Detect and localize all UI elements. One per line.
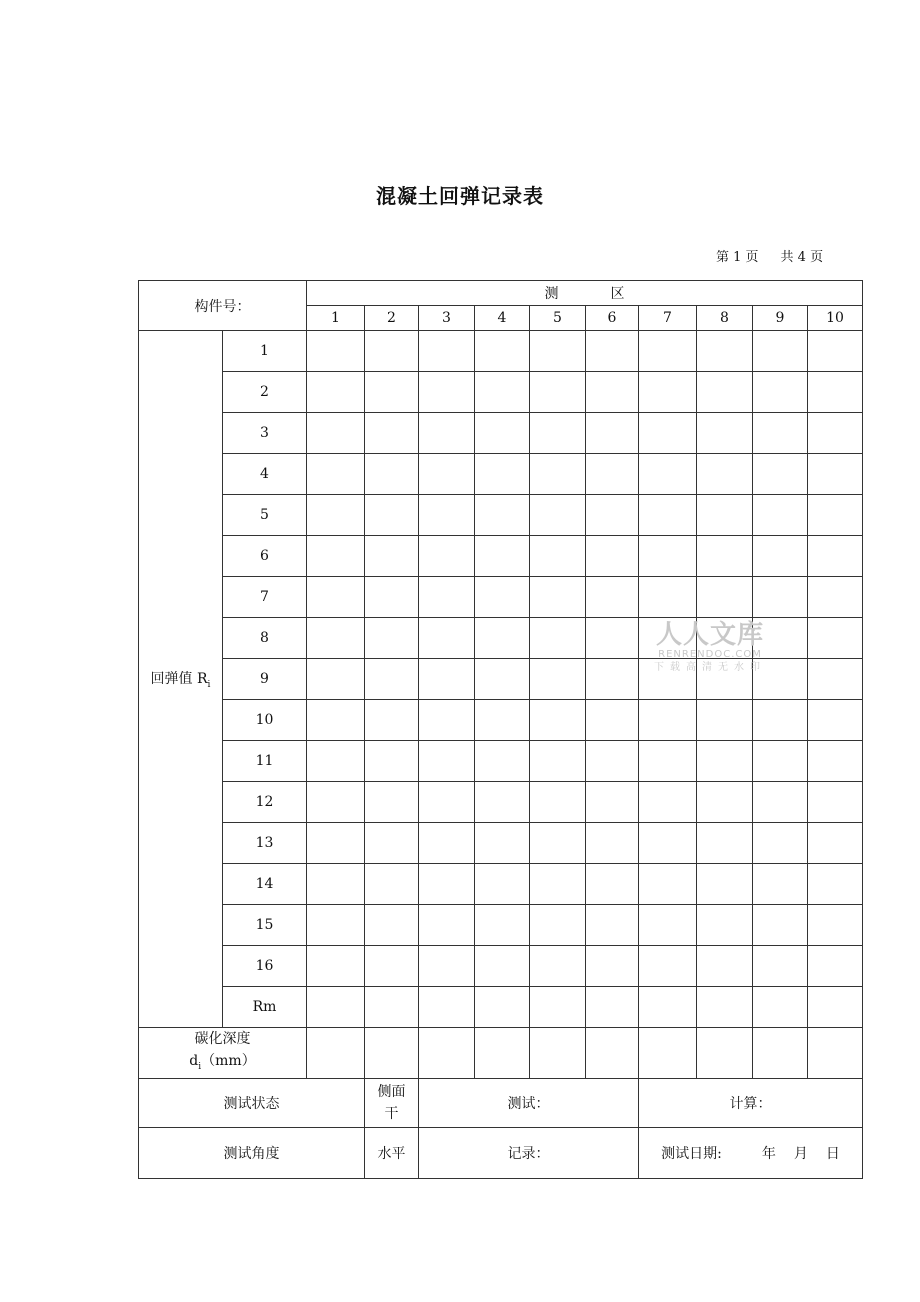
zone-column-header: 10	[808, 306, 863, 331]
zone-column-header: 7	[639, 306, 697, 331]
data-cell[interactable]	[697, 454, 753, 495]
data-cell[interactable]	[639, 454, 697, 495]
data-cell[interactable]	[586, 372, 639, 413]
rebound-label-text: 回弹值 R	[150, 671, 208, 688]
data-cell[interactable]	[475, 536, 530, 577]
data-cell[interactable]	[365, 372, 419, 413]
data-cell[interactable]	[419, 1028, 475, 1079]
data-cell[interactable]	[365, 700, 419, 741]
data-cell[interactable]	[365, 987, 419, 1028]
data-cell[interactable]	[530, 741, 586, 782]
data-cell[interactable]	[697, 905, 753, 946]
data-cell[interactable]	[697, 413, 753, 454]
data-cell[interactable]	[586, 659, 639, 700]
data-cell[interactable]	[365, 864, 419, 905]
data-cell[interactable]	[307, 741, 365, 782]
data-cell[interactable]	[697, 823, 753, 864]
data-cell[interactable]	[808, 1028, 863, 1079]
table-row	[139, 823, 863, 864]
data-cell[interactable]	[639, 372, 697, 413]
data-cell[interactable]	[365, 823, 419, 864]
data-cell[interactable]	[697, 987, 753, 1028]
data-cell[interactable]	[639, 905, 697, 946]
data-cell[interactable]	[586, 495, 639, 536]
data-cell[interactable]	[307, 1028, 365, 1079]
data-cell[interactable]	[530, 454, 586, 495]
data-cell[interactable]	[808, 413, 863, 454]
reading-index: 2	[223, 372, 307, 413]
data-cell[interactable]	[586, 618, 639, 659]
data-cell[interactable]	[586, 905, 639, 946]
table-row	[139, 864, 863, 905]
data-cell[interactable]	[419, 577, 475, 618]
data-cell[interactable]	[808, 372, 863, 413]
date-month: 月	[793, 1145, 808, 1162]
data-cell[interactable]	[697, 864, 753, 905]
reading-index: 10	[223, 700, 307, 741]
data-cell[interactable]	[419, 536, 475, 577]
data-cell[interactable]	[307, 536, 365, 577]
zone-column-header: 9	[753, 306, 808, 331]
data-cell[interactable]	[475, 946, 530, 987]
data-cell[interactable]	[586, 782, 639, 823]
test-zone-char-1: 测	[544, 286, 559, 302]
data-cell[interactable]	[586, 864, 639, 905]
data-cell[interactable]	[639, 782, 697, 823]
data-cell[interactable]	[419, 331, 475, 372]
data-cell[interactable]	[307, 331, 365, 372]
data-cell[interactable]	[697, 782, 753, 823]
data-cell[interactable]	[530, 1028, 586, 1079]
reading-index: 6	[223, 536, 307, 577]
recorder-field[interactable]: 记录：	[419, 1127, 639, 1178]
data-cell[interactable]	[475, 413, 530, 454]
rebound-value-label	[139, 331, 223, 1028]
zone-column-header: 3	[419, 306, 475, 331]
data-cell[interactable]	[530, 495, 586, 536]
data-cell[interactable]	[475, 741, 530, 782]
data-cell[interactable]	[753, 823, 808, 864]
data-cell[interactable]	[307, 864, 365, 905]
page-total: 共 4 页	[780, 250, 824, 265]
data-cell[interactable]	[808, 618, 863, 659]
data-cell[interactable]	[419, 659, 475, 700]
data-cell[interactable]	[808, 905, 863, 946]
data-cell[interactable]	[419, 741, 475, 782]
data-cell[interactable]	[365, 618, 419, 659]
data-cell[interactable]	[586, 577, 639, 618]
data-cell[interactable]	[419, 987, 475, 1028]
zone-column-header: 5	[530, 306, 586, 331]
data-cell[interactable]	[586, 536, 639, 577]
reading-index: 15	[223, 905, 307, 946]
data-cell[interactable]	[365, 1028, 419, 1079]
data-cell[interactable]	[307, 413, 365, 454]
data-cell[interactable]	[530, 700, 586, 741]
data-cell[interactable]	[307, 823, 365, 864]
test-state-label: 测试状态	[139, 1078, 365, 1127]
data-cell[interactable]	[639, 946, 697, 987]
reading-index: 12	[223, 782, 307, 823]
data-cell[interactable]	[307, 372, 365, 413]
data-cell[interactable]	[808, 782, 863, 823]
reading-index: 1	[223, 331, 307, 372]
carbonation-unit	[139, 1050, 306, 1078]
zone-column-header: 4	[475, 306, 530, 331]
carbonation-depth-label	[139, 1028, 307, 1079]
data-cell[interactable]	[365, 577, 419, 618]
data-cell[interactable]	[475, 823, 530, 864]
table-row	[139, 331, 863, 372]
data-cell[interactable]	[419, 454, 475, 495]
data-cell[interactable]	[307, 454, 365, 495]
table-row	[139, 1028, 863, 1079]
test-date-label: 测试日期:	[661, 1145, 722, 1162]
carbonation-unit-d: d	[189, 1053, 199, 1069]
data-cell[interactable]	[586, 987, 639, 1028]
carbonation-unit-mm: （mm）	[201, 1053, 256, 1069]
page-title: 混凝土回弹记录表	[376, 184, 544, 208]
reading-index: 14	[223, 864, 307, 905]
table-row	[139, 577, 863, 618]
data-cell[interactable]	[365, 536, 419, 577]
data-cell[interactable]	[808, 864, 863, 905]
data-cell[interactable]	[586, 1028, 639, 1079]
data-cell[interactable]	[697, 372, 753, 413]
data-cell[interactable]	[808, 741, 863, 782]
table-row	[139, 782, 863, 823]
table-row	[139, 741, 863, 782]
zone-column-header: 8	[697, 306, 753, 331]
data-cell[interactable]	[419, 946, 475, 987]
data-cell[interactable]	[419, 700, 475, 741]
data-cell[interactable]	[530, 331, 586, 372]
data-cell[interactable]	[475, 700, 530, 741]
reading-index: 5	[223, 495, 307, 536]
data-cell[interactable]	[475, 331, 530, 372]
data-cell[interactable]	[307, 700, 365, 741]
rebound-label-sub: i	[207, 679, 211, 690]
tester-field[interactable]: 测试：	[419, 1078, 639, 1127]
data-cell[interactable]	[419, 823, 475, 864]
test-state-line2: 干	[384, 1105, 399, 1122]
date-year: 年	[761, 1145, 776, 1162]
data-cell[interactable]	[697, 946, 753, 987]
data-cell[interactable]	[475, 987, 530, 1028]
data-cell[interactable]	[753, 700, 808, 741]
data-cell[interactable]	[475, 905, 530, 946]
data-cell[interactable]	[365, 905, 419, 946]
data-cell[interactable]	[753, 454, 808, 495]
table-row	[139, 372, 863, 413]
data-cell[interactable]	[419, 864, 475, 905]
table-row	[139, 946, 863, 987]
data-cell[interactable]	[753, 536, 808, 577]
data-cell[interactable]	[808, 700, 863, 741]
component-number-label: 构件号：	[139, 281, 307, 331]
table-row	[139, 700, 863, 741]
data-cell[interactable]	[419, 413, 475, 454]
data-cell[interactable]	[586, 454, 639, 495]
data-cell[interactable]	[753, 413, 808, 454]
table-row	[139, 454, 863, 495]
table-row	[139, 536, 863, 577]
table-row	[139, 413, 863, 454]
data-cell[interactable]	[307, 987, 365, 1028]
data-cell[interactable]	[586, 741, 639, 782]
watermark-name: 人人文库	[655, 620, 764, 650]
data-cell[interactable]	[639, 577, 697, 618]
data-cell[interactable]	[753, 905, 808, 946]
data-cell[interactable]	[307, 946, 365, 987]
test-zone-char-2: 区	[610, 286, 625, 302]
table-row	[139, 1078, 863, 1127]
carbonation-label-text: 碳化深度	[194, 1031, 251, 1047]
data-cell[interactable]	[808, 659, 863, 700]
test-state-line1: 侧面	[377, 1083, 406, 1100]
data-cell[interactable]	[639, 1028, 697, 1079]
test-angle-value: 水平	[365, 1127, 419, 1178]
data-cell[interactable]	[530, 413, 586, 454]
data-cell[interactable]	[530, 372, 586, 413]
data-cell[interactable]	[639, 741, 697, 782]
page-current: 第 1 页	[716, 250, 759, 265]
test-zone-header	[307, 281, 863, 306]
data-cell[interactable]	[697, 495, 753, 536]
reading-index: 11	[223, 741, 307, 782]
data-cell[interactable]	[530, 782, 586, 823]
data-cell[interactable]	[808, 536, 863, 577]
data-cell[interactable]	[365, 331, 419, 372]
table-row	[139, 905, 863, 946]
reading-index: 8	[223, 618, 307, 659]
data-cell[interactable]	[365, 946, 419, 987]
data-cell[interactable]	[475, 454, 530, 495]
data-cell[interactable]	[419, 618, 475, 659]
data-cell[interactable]	[753, 987, 808, 1028]
data-cell[interactable]	[808, 454, 863, 495]
table-row	[139, 1127, 863, 1178]
calculation-field[interactable]: 计算：	[639, 1078, 863, 1127]
data-cell[interactable]	[475, 372, 530, 413]
data-cell[interactable]	[697, 1028, 753, 1079]
reading-index: 7	[223, 577, 307, 618]
data-cell[interactable]	[365, 659, 419, 700]
data-cell[interactable]	[753, 577, 808, 618]
data-cell[interactable]	[307, 577, 365, 618]
data-cell[interactable]	[475, 577, 530, 618]
data-cell[interactable]	[530, 823, 586, 864]
data-cell[interactable]	[365, 741, 419, 782]
reading-index: Rm	[223, 987, 307, 1028]
data-cell[interactable]	[475, 618, 530, 659]
reading-index: 13	[223, 823, 307, 864]
data-cell[interactable]	[753, 372, 808, 413]
data-cell[interactable]	[307, 905, 365, 946]
data-cell[interactable]	[697, 536, 753, 577]
data-cell[interactable]	[753, 495, 808, 536]
data-cell[interactable]	[419, 495, 475, 536]
reading-index: 3	[223, 413, 307, 454]
data-cell[interactable]	[639, 495, 697, 536]
data-cell[interactable]	[808, 987, 863, 1028]
data-cell[interactable]	[419, 905, 475, 946]
data-cell[interactable]	[697, 331, 753, 372]
test-state-value	[365, 1078, 419, 1127]
data-cell[interactable]	[530, 946, 586, 987]
data-cell[interactable]	[530, 577, 586, 618]
data-cell[interactable]	[586, 413, 639, 454]
data-cell[interactable]	[808, 331, 863, 372]
data-cell[interactable]	[639, 331, 697, 372]
data-cell[interactable]	[530, 987, 586, 1028]
data-cell[interactable]	[808, 495, 863, 536]
data-cell[interactable]	[419, 372, 475, 413]
data-cell[interactable]	[753, 1028, 808, 1079]
data-cell[interactable]	[808, 823, 863, 864]
data-cell[interactable]	[639, 864, 697, 905]
data-cell[interactable]	[639, 823, 697, 864]
data-cell[interactable]	[753, 782, 808, 823]
reading-index: 9	[223, 659, 307, 700]
carbonation-unit-sub: i	[198, 1061, 202, 1072]
data-cell[interactable]	[307, 618, 365, 659]
data-cell[interactable]	[530, 536, 586, 577]
data-cell[interactable]	[365, 413, 419, 454]
data-cell[interactable]	[530, 905, 586, 946]
page-info	[716, 246, 823, 265]
zone-column-header: 1	[307, 306, 365, 331]
data-cell[interactable]	[639, 700, 697, 741]
watermark-slogan: 下载高清无水印	[654, 662, 766, 673]
data-cell[interactable]	[365, 454, 419, 495]
data-cell[interactable]	[753, 741, 808, 782]
reading-index: 16	[223, 946, 307, 987]
data-cell[interactable]	[586, 331, 639, 372]
data-cell[interactable]	[697, 577, 753, 618]
data-cell[interactable]	[753, 946, 808, 987]
data-cell[interactable]	[530, 618, 586, 659]
data-cell[interactable]	[475, 782, 530, 823]
data-cell[interactable]	[365, 495, 419, 536]
data-cell[interactable]	[530, 659, 586, 700]
watermark	[646, 622, 774, 673]
data-cell[interactable]	[586, 946, 639, 987]
data-cell[interactable]	[639, 987, 697, 1028]
data-cell[interactable]	[753, 331, 808, 372]
test-angle-label: 测试角度	[139, 1127, 365, 1178]
data-cell[interactable]	[808, 577, 863, 618]
data-cell[interactable]	[753, 864, 808, 905]
data-cell[interactable]	[475, 495, 530, 536]
data-cell[interactable]	[475, 864, 530, 905]
data-cell[interactable]	[530, 864, 586, 905]
data-cell[interactable]	[639, 413, 697, 454]
data-cell[interactable]	[475, 1028, 530, 1079]
data-cell[interactable]	[307, 659, 365, 700]
data-cell[interactable]	[307, 495, 365, 536]
data-cell[interactable]	[808, 946, 863, 987]
data-cell[interactable]	[307, 782, 365, 823]
data-cell[interactable]	[475, 659, 530, 700]
data-cell[interactable]	[697, 700, 753, 741]
zone-column-header: 2	[365, 306, 419, 331]
table-row	[139, 987, 863, 1028]
watermark-domain: RENRENDOC.COM	[658, 649, 762, 660]
table-row	[139, 495, 863, 536]
data-cell[interactable]	[365, 782, 419, 823]
zone-column-header: 6	[586, 306, 639, 331]
reading-index: 4	[223, 454, 307, 495]
rebound-record-table	[138, 280, 863, 1179]
data-cell[interactable]	[639, 536, 697, 577]
data-cell[interactable]	[586, 823, 639, 864]
data-cell[interactable]	[697, 741, 753, 782]
test-date-field[interactable]	[639, 1127, 863, 1178]
data-cell[interactable]	[586, 700, 639, 741]
date-day: 日	[825, 1145, 840, 1162]
data-cell[interactable]	[419, 782, 475, 823]
